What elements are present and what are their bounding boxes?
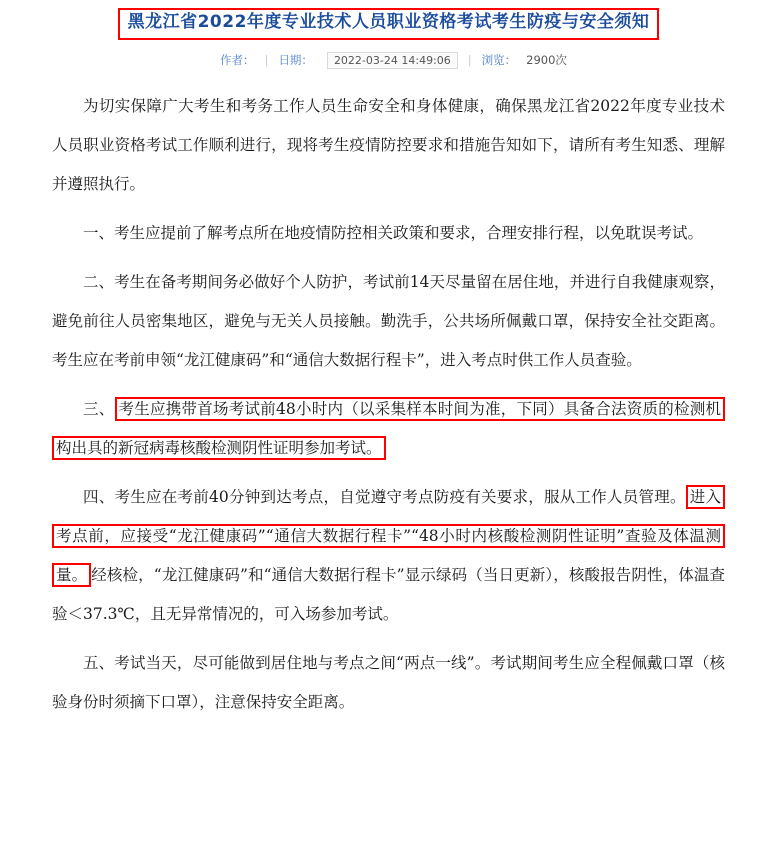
paragraph-1-run-1: 为切实保障广大考生和考务工作人员生命安全和身体健康，确保黑龙江省2022年度专业技术人员职业资格考试工作顺利进行，现将考生疫情防控要求和措施告知如下，请所有考生知悉、理解并遵照执行。 [52,96,725,193]
meta-separator-1: | [264,53,269,68]
paragraph-4 [52,390,725,468]
paragraph-1 [52,87,725,204]
paragraph-2-run-1: 一、考生应提前了解考点所在地疫情防控相关政策和要求，合理安排行程，以免耽误考试。 [83,223,704,242]
paragraph-6 [52,644,725,722]
document-body [52,87,725,722]
highlight-box-nucleic-acid-requirement: 考生应携带首场考试前48小时内（以采集样本时间为准，下同）具备合法资质的检测机构出具的新冠病毒核酸检测阴性证明参加考试。 [52,397,725,460]
paragraph-4-run-1: 三、 [83,399,115,418]
paragraph-5-run-3: 经核检，“龙江健康码”和“通信大数据行程卡”显示绿码（当日更新），核酸报告阴性，体温查验＜37.3℃，且无异常情况的，可入场参加考试。 [52,565,725,623]
title-highlight-box [118,8,660,40]
meta-separator-2: | [467,53,472,68]
paragraph-2 [52,214,725,253]
views-value: 2900次 [526,53,567,68]
paragraph-6-run-1: 五、考试当天，尽可能做到居住地与考点之间“两点一线”。考试期间考生应全程佩戴口罩（核验身份时须摘下口罩），注意保持安全距离。 [52,653,725,711]
paragraph-3-run-1: 二、考生在备考期间务必做好个人防护，考试前14天尽量留在居住地，并进行自我健康观察，避免前往人员密集地区，避免与无关人员接触。勤洗手，公共场所佩戴口罩，保持安全社交距离。考生应在考前申领“龙江健康码”和“通信大数据行程卡”，进入考点时供工作人员查验。 [52,272,725,369]
date-value: 2022-03-24 14:49:06 [327,52,458,69]
paragraph-5 [52,478,725,634]
page-title: 黑龙江省2022年度专业技术人员职业资格考试考生防疫与安全须知 [127,12,650,32]
author-label: 作者： [220,53,255,68]
paragraph-5-run-1: 四、考生应在考前40分钟到达考点，自觉遵守考点防疫有关要求，服从工作人员管理。 [83,487,686,506]
meta-bar [0,52,777,69]
paragraph-3 [52,263,725,380]
date-label: 日期： [278,53,313,68]
views-label: 浏览： [481,53,517,68]
highlight-box-entry-check-requirement: 进入考点前，应接受“龙江健康码”“通信大数据行程卡”“48小时内核酸检测阴性证明”查验及体温测量。 [52,485,725,587]
title-area [0,0,777,40]
